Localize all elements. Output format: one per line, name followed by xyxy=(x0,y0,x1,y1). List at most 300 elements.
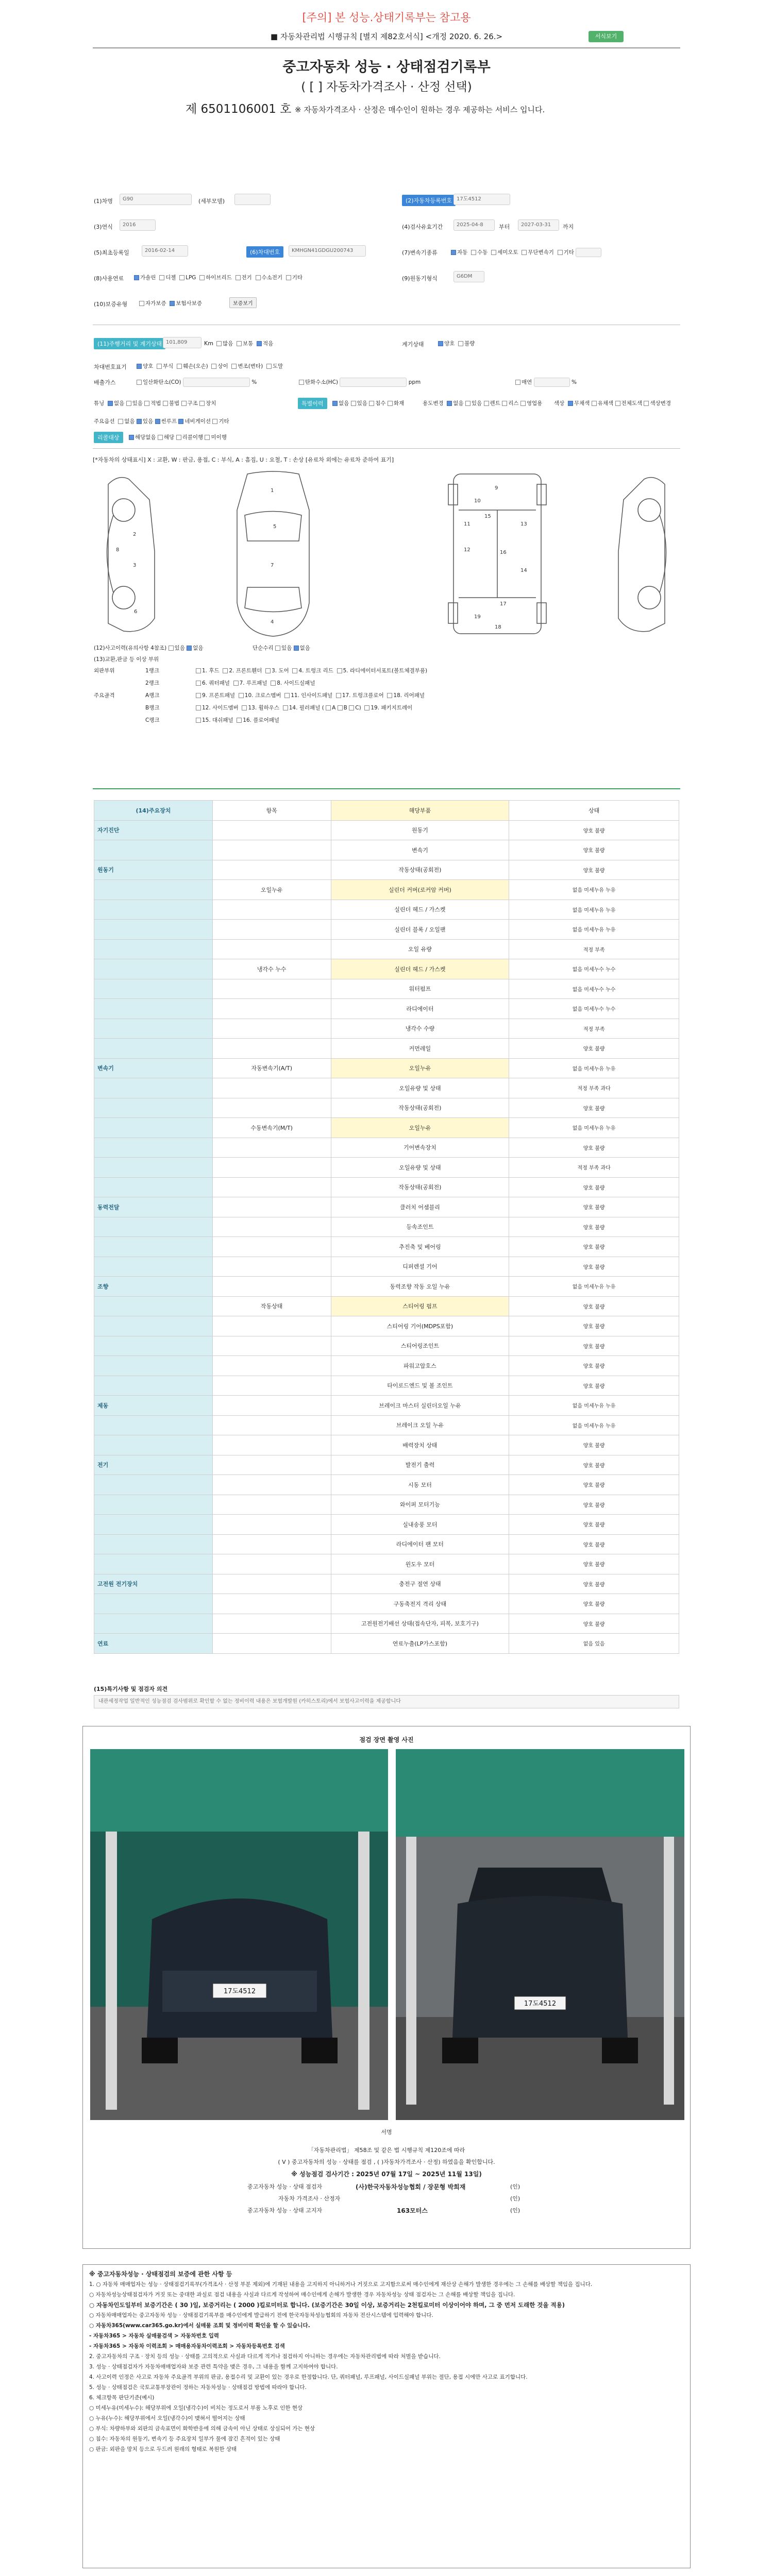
row-group xyxy=(94,959,213,979)
table-row xyxy=(94,1554,679,1574)
row-state[interactable]: 양호 불량 xyxy=(509,1138,679,1158)
row-state[interactable]: 없음 있음 xyxy=(509,1634,679,1654)
sign-appraiser-label: 자동차 가격조사 · 산정자 xyxy=(278,2195,341,2202)
row-item xyxy=(212,1376,331,1396)
part-number-2: 2 xyxy=(133,532,137,537)
row-group xyxy=(94,1177,213,1197)
row-part: 오일유량 및 상태 xyxy=(331,1078,509,1098)
notes-p5: ○ 자동차365(www.car365.go.kr)에서 실매물 조회 및 정비이력 확인을 할 수 있습니다. xyxy=(89,2323,310,2329)
car-name-label: (1)차명 xyxy=(94,198,113,205)
sign-inspector-name: (사)한국자동차성능협회 / 장문형 박희재 xyxy=(356,2183,466,2191)
table-row xyxy=(94,1098,679,1118)
part-number-15: 15 xyxy=(484,514,491,519)
row-group xyxy=(94,1118,213,1138)
view-form-button[interactable]: 서식보기 xyxy=(589,31,624,42)
table-row xyxy=(94,1594,679,1614)
sign-notifier-label: 중고자동차 성능 · 상태 고지자 xyxy=(247,2207,322,2214)
row-part: 작동상태(공회전) xyxy=(331,1177,509,1197)
row-item xyxy=(212,1614,331,1634)
table-row xyxy=(94,1515,679,1535)
row-item xyxy=(212,840,331,860)
table-row xyxy=(94,1495,679,1515)
row-item xyxy=(212,1098,331,1118)
page-subtitle: ( [ ] 자동차가격조사 · 산정 선택) xyxy=(301,80,472,94)
row-group xyxy=(94,1019,213,1039)
row-item xyxy=(212,920,331,940)
sign-line-2: ( V ) 중고자동차의 성능 · 상태를 점검 , ( )자동차가격조사 · 산정) 하였음을 확인합니다. xyxy=(278,2159,495,2165)
notes-p3: ○ 자동차인도일부터 보증기간은 ( 30 )일, 보증거리는 ( 2000 )킬로미터로 합니다. (보증기간은 30일 이상, 보증거리는 2천킬로미터 이상이어야 하며, 그 중 먼저 도래한 것을 적용) xyxy=(89,2301,565,2309)
part-number-14: 14 xyxy=(520,568,527,573)
notes-p16: ○ 침수: 자동차의 원동기, 변속기 등 주요장치 일부가 물에 잠긴 흔적이 있는 상태 xyxy=(89,2436,280,2442)
table-row xyxy=(94,860,679,880)
emission-smoke: 매연 % xyxy=(515,378,577,387)
row-part: 와이퍼 모터기능 xyxy=(331,1495,509,1515)
sign-inspector-seal: (인) xyxy=(510,2183,520,2190)
document-number: 제 6501106001 호 xyxy=(186,103,292,116)
mileage-options[interactable]: 많음 보통 적음 xyxy=(216,340,273,347)
row-part: 스티어링 펌프 xyxy=(331,1296,509,1316)
notes-p14: ○ 누유(누수): 해당부위에서 오일(냉각수)이 맺혀서 떨어지는 상태 xyxy=(89,2415,245,2421)
table-row xyxy=(94,920,679,940)
regulation-line: ■ 자동차관리법 시행규칙 [별지 제82호서식] <개정 2020. 6. 26.> xyxy=(270,32,503,41)
inspection-label: (4)검사유효기간 xyxy=(402,224,443,230)
sign-notifier-name: 163모터스 xyxy=(397,2207,428,2214)
notes-p13: ○ 미세누유(미세누수): 해당부위에 오일(냉각수)이 비치는 정도로서 부품 노후로 인한 현상 xyxy=(89,2405,303,2411)
part-number-9: 9 xyxy=(495,485,498,491)
table-row xyxy=(94,840,679,860)
row-item xyxy=(212,1177,331,1197)
table-row xyxy=(94,1118,679,1138)
row-state[interactable]: 양호 불량 xyxy=(509,820,679,840)
special-history-options[interactable]: 없음 있음 침수 화재 xyxy=(332,399,404,407)
table-row xyxy=(94,1634,679,1654)
row-group: 조향 xyxy=(94,1277,213,1297)
inspection-to-field[interactable]: 2027-03-31 xyxy=(518,219,559,231)
row-state[interactable]: 양호 불량 xyxy=(509,1336,679,1356)
inspection-photo-rear xyxy=(90,1749,388,2120)
row-part: 브레이크 오일 누유 xyxy=(331,1415,509,1435)
notes-p4: ○ 자동차매매업자는 중고자동차 성능 · 상태점검기록부를 매수인에게 발급하기 전에 한국자동차성능협회의 자동차 전산시스템에 입력해야 합니다. xyxy=(89,2312,433,2318)
emission-label: 배출가스 xyxy=(94,379,116,386)
row-state[interactable]: 없음 미세누유 누유 xyxy=(509,880,679,900)
col-part-header: 해당부품 xyxy=(331,801,509,821)
row-group xyxy=(94,1376,213,1396)
row-state[interactable]: 없음 미세누수 누수 xyxy=(509,979,679,999)
row-item xyxy=(212,1495,331,1515)
opinion-text: 내관세정작업 일반적인 성능점검 검사범위로 확인할 수 없는 정비이력 내용은 보험개발원 (카히스토리)에서 보험사고이력을 제공합니다 xyxy=(94,1695,679,1708)
row-part: 작동상태(공회전) xyxy=(331,860,509,880)
notes-p11: 5. 성능 · 상태점검은 국토교통부장관이 정하는 자동차성능 · 상태점검 방법에 따라야 합니다. xyxy=(89,2384,307,2391)
main-rank-b: B랭크 xyxy=(145,705,160,711)
col-state-header: 상태 xyxy=(509,801,679,821)
row-group xyxy=(94,1336,213,1356)
part-number-1: 1 xyxy=(271,488,274,494)
opinion-label: (15)특기사항 및 점검자 의견 xyxy=(94,1686,168,1692)
gauge-label: 계기상태 xyxy=(402,341,424,348)
row-item xyxy=(212,860,331,880)
row-part: 원동기 xyxy=(331,820,509,840)
row-group: 제동 xyxy=(94,1396,213,1416)
row-item xyxy=(212,1316,331,1336)
row-part: 기어변속장치 xyxy=(331,1138,509,1158)
row-item: 작동상태 xyxy=(212,1296,331,1316)
row-group xyxy=(94,840,213,860)
table-row xyxy=(94,1376,679,1396)
col-item-header: 항목 xyxy=(212,801,331,821)
table-row xyxy=(94,1435,679,1455)
table-row xyxy=(94,1475,679,1495)
row-part: 추진축 및 베어링 xyxy=(331,1237,509,1257)
table-row xyxy=(94,1058,679,1078)
row-item xyxy=(212,1158,331,1178)
notes-p12: 6. 체크항목 판단기준(예시) xyxy=(89,2395,155,2401)
divider xyxy=(93,448,680,449)
row-group xyxy=(94,1534,213,1554)
engine-field[interactable]: G6DM xyxy=(453,271,484,282)
inspection-tail: 까지 xyxy=(563,224,574,230)
part-number-12: 12 xyxy=(464,547,470,553)
table-row xyxy=(94,979,679,999)
table-row xyxy=(94,999,679,1019)
row-state[interactable]: 양호 불량 xyxy=(509,1554,679,1574)
row-item xyxy=(212,1197,331,1217)
row-part: 디퍼렌셜 기어 xyxy=(331,1257,509,1277)
row-group: 변속기 xyxy=(94,1058,213,1078)
row-group xyxy=(94,1257,213,1277)
notes-p17: ○ 판금: 외판을 망치 등으로 두드려 원래의 형태로 복원한 상태 xyxy=(89,2446,237,2452)
divider xyxy=(93,788,680,789)
vin-field[interactable]: KMHGN41GDGU200743 xyxy=(289,245,366,257)
table-row xyxy=(94,1296,679,1316)
outer-rank-1-items[interactable]: 1. 후드 2. 프론트휀더 3. 도어 4. 트렁크 리드 5. 라디에이터서포트(볼트체결부품) xyxy=(196,667,427,674)
row-item xyxy=(212,900,331,920)
row-part: 오일유량 및 상태 xyxy=(331,1158,509,1178)
row-state[interactable]: 양호 불량 xyxy=(509,1039,679,1059)
row-item: 수동변속기(M/T) xyxy=(212,1118,331,1138)
row-group xyxy=(94,1296,213,1316)
part-number-4: 4 xyxy=(271,619,274,625)
part-number-19: 19 xyxy=(474,614,481,620)
accident-history[interactable]: (12)사고이력(유의사항 4참조) 있음 없음 xyxy=(94,645,204,651)
document-note: ※ 자동차가격조사 · 산정은 매수인이 원하는 경우 제공하는 서비스 입니다. xyxy=(295,105,545,114)
row-item xyxy=(212,1336,331,1356)
photo-caption: 서명 xyxy=(381,2129,392,2136)
row-group xyxy=(94,939,213,959)
row-state[interactable]: 양호 불량 xyxy=(509,1594,679,1614)
table-row xyxy=(94,1396,679,1416)
part-number-11: 11 xyxy=(464,521,470,527)
row-state[interactable]: 적정 부족 과다 xyxy=(509,1078,679,1098)
row-item: 오일누유 xyxy=(212,880,331,900)
table-row xyxy=(94,1336,679,1356)
row-item xyxy=(212,1277,331,1297)
main-rank-c-items[interactable]: 15. 대쉬패널 16. 플로어패널 xyxy=(196,716,279,724)
row-state[interactable]: 없음 미세누유 누유 xyxy=(509,900,679,920)
notes-p10: 4. 사고이력 인정은 사고로 자동차 주요골격 부위의 판금, 용접수리 및 교환이 있는 경우로 한정합니다. 단, 쿼터패널, 루프패널, 사이드실패널 부위는 절단, 용접 시에만 사고로 표기합니다. xyxy=(89,2374,528,2380)
row-state[interactable]: 양호 불량 xyxy=(509,1177,679,1197)
inspection-to-label: 부터 xyxy=(499,224,510,230)
row-part: 라디에이터 xyxy=(331,999,509,1019)
recall-options[interactable]: 해당없음 해당 리콜이행 미이행 xyxy=(129,433,227,441)
outer-rank-2-items[interactable]: 6. 쿼터패널 7. 루프패널 8. 사이드실패널 xyxy=(196,679,315,687)
table-row xyxy=(94,959,679,979)
part-number-18: 18 xyxy=(495,624,501,630)
row-group xyxy=(94,920,213,940)
page-title: 중고자동차 성능 · 상태점검기록부 xyxy=(282,59,491,75)
table-row xyxy=(94,1019,679,1039)
row-item xyxy=(212,1257,331,1277)
row-item xyxy=(212,939,331,959)
row-item xyxy=(212,1396,331,1416)
reg-no-label: (2)자동차등록번호 xyxy=(402,195,456,206)
row-part: 구동축전지 격리 상태 xyxy=(331,1594,509,1614)
main-rank-a: A랭크 xyxy=(145,692,160,699)
notes-p9: 3. 성능 · 상태점검자가 자동차매매업자와 보증 관련 특약을 맺은 경우, 그 내용을 함께 고지하여야 합니다. xyxy=(89,2364,338,2370)
table-row xyxy=(94,1158,679,1178)
row-group xyxy=(94,1078,213,1098)
row-group: 고전원 전기장치 xyxy=(94,1574,213,1594)
row-state[interactable]: 없음 미세누유 누유 xyxy=(509,1118,679,1138)
row-part: 실내송풍 모터 xyxy=(331,1515,509,1535)
row-item xyxy=(212,1039,331,1059)
row-item xyxy=(212,1634,331,1654)
sign-inspector-label: 중고자동차 성능 · 상태 점검자 xyxy=(247,2183,322,2190)
row-group xyxy=(94,1237,213,1257)
table-row xyxy=(94,1534,679,1554)
row-state[interactable]: 양호 불량 xyxy=(509,1495,679,1515)
outer-rank-2: 2랭크 xyxy=(145,680,159,686)
row-state[interactable]: 양호 불량 xyxy=(509,1435,679,1455)
row-state[interactable]: 없음 미세누유 누유 xyxy=(509,1396,679,1416)
row-group xyxy=(94,1138,213,1158)
row-state[interactable]: 양호 불량 xyxy=(509,1316,679,1336)
notes-head: ※ 중고자동차성능 · 상태점검의 보증에 관한 사항 등 xyxy=(89,2270,232,2278)
row-part: 오일누유 xyxy=(331,1058,509,1078)
table-row xyxy=(94,1237,679,1257)
outer-rank-1: 1랭크 xyxy=(145,668,159,674)
row-part: 브레이크 마스터 실린더오일 누유 xyxy=(331,1396,509,1416)
transmission-label: (7)변속기종류 xyxy=(402,249,438,256)
table-row xyxy=(94,820,679,840)
row-part: 워터펌프 xyxy=(331,979,509,999)
warranty-label: (10)보증유형 xyxy=(94,301,128,308)
row-group xyxy=(94,1039,213,1059)
year-field[interactable]: 2016 xyxy=(120,219,156,231)
row-item xyxy=(212,1455,331,1475)
table-row xyxy=(94,880,679,900)
row-part: 연료누출(LP가스포함) xyxy=(331,1634,509,1654)
inspection-from-field[interactable]: 2025-04-8 xyxy=(453,219,495,231)
row-item xyxy=(212,1574,331,1594)
fuel-options[interactable]: 가솔린 디젤 LPG 하이브리드 전기 수소전기 기타 xyxy=(134,274,303,281)
diagram-legend: [*자동차의 상태표시] X : 교환, W : 판금, 용접, C : 부식, A : 흠집, U : 요철, T : 손상 [유료차 외에는 유료차 준하여 표기] xyxy=(93,456,394,463)
row-state[interactable]: 양호 불량 xyxy=(509,1376,679,1396)
notes-p7: - 자동차365 > 자동차 이력조회 > 매매용자동차이력조회 > 자동차등록번호 검색 xyxy=(89,2343,285,2349)
row-item xyxy=(212,1435,331,1455)
car-name-field[interactable]: G90 xyxy=(120,194,192,205)
section-label: (14)주요장치 xyxy=(94,801,213,821)
plate-front: 17도4512 xyxy=(524,2000,557,2008)
row-part: 고전원전기배선 상태(접속단자, 피복, 보호기구) xyxy=(331,1614,509,1634)
transmission-options[interactable]: 자동 수동 세미오토 무단변속기 기타 xyxy=(451,248,601,257)
frame-label: (13)교환,판금 등 이상 부위 xyxy=(94,656,159,663)
mileage-field[interactable]: 101,809 xyxy=(163,337,201,348)
sign-line-1: 「자동차관리법」 제58조 및 같은 법 시행규칙 제120조에 따라 xyxy=(308,2147,465,2154)
row-state[interactable]: 양호 불량 xyxy=(509,1098,679,1118)
row-group xyxy=(94,1594,213,1614)
tuning-options[interactable]: 튜닝 없음 있음 적법 불법 구조 장치 xyxy=(94,400,216,406)
first-reg-field[interactable]: 2016-02-14 xyxy=(142,245,188,257)
reg-no-field[interactable]: 17도4512 xyxy=(453,194,510,205)
row-item xyxy=(212,1515,331,1535)
row-part: 클러치 어셈블리 xyxy=(331,1197,509,1217)
table-row xyxy=(94,1574,679,1594)
row-state[interactable]: 양호 불량 xyxy=(509,1455,679,1475)
detail-model-field[interactable] xyxy=(234,194,271,205)
first-reg-label: (5)최초등록일 xyxy=(94,249,129,256)
row-item xyxy=(212,1237,331,1257)
use-change-options[interactable]: 용도변경 없음 있음 렌트 리스 영업용 xyxy=(423,400,543,406)
row-item xyxy=(212,1217,331,1237)
row-item xyxy=(212,1594,331,1614)
table-row xyxy=(94,1316,679,1336)
row-state[interactable]: 양호 불량 xyxy=(509,1534,679,1554)
part-number-7: 7 xyxy=(271,563,274,568)
warranty-view-button[interactable]: 보증보기 xyxy=(229,297,257,308)
warranty-options[interactable]: 자가보증 보험사보증 xyxy=(139,299,202,307)
row-state[interactable]: 양호 불량 xyxy=(509,840,679,860)
detail-model-label: (세부모델) xyxy=(198,198,225,205)
sign-line-3: ※ 성능점검 검사기간 : 2025년 07월 17일 ~ 2025년 11월 13일) xyxy=(291,2171,482,2178)
special-history-label: 특별이력 xyxy=(298,398,327,409)
row-state[interactable]: 없음 미세누유 누유 xyxy=(509,1277,679,1297)
row-part: 동력조향 작동 오일 누유 xyxy=(331,1277,509,1297)
row-state[interactable]: 양호 불량 xyxy=(509,1515,679,1535)
row-part: 발전기 출력 xyxy=(331,1455,509,1475)
row-part: 등속조인트 xyxy=(331,1217,509,1237)
row-part: 스티어링조인트 xyxy=(331,1336,509,1356)
row-item xyxy=(212,1415,331,1435)
table-row xyxy=(94,1197,679,1217)
part-number-3: 3 xyxy=(133,563,137,568)
row-part: 실린더 커버(로커암 커버) xyxy=(331,880,509,900)
divider xyxy=(93,47,680,48)
row-state[interactable]: 양호 불량 xyxy=(509,860,679,880)
simple-repair[interactable]: 단순수리 있음 없음 xyxy=(253,645,310,651)
gauge-options[interactable]: 양호 불량 xyxy=(438,340,475,347)
table-row xyxy=(94,1614,679,1634)
table-row xyxy=(94,1217,679,1237)
notes-p1: 1. ○ 자동차 매매업자는 성능 · 상태점검기록부(가격조사 · 산정 부분 제외)에 기재된 내용을 고지하지 아니하거나 거짓으로 고지함으로써 매수인에게 재산상 손해가 발생한 경우에는 그 손해를 배상할 책임을 집니다. xyxy=(89,2281,593,2287)
engine-label: (9)원동기형식 xyxy=(402,275,438,282)
row-state[interactable]: 양호 불량 xyxy=(509,1197,679,1217)
row-group xyxy=(94,1614,213,1634)
part-number-10: 10 xyxy=(474,498,481,504)
row-group xyxy=(94,900,213,920)
year-label: (3)연식 xyxy=(94,224,113,230)
row-group xyxy=(94,1435,213,1455)
table-row xyxy=(94,1455,679,1475)
row-part: 오일누유 xyxy=(331,1118,509,1138)
row-state[interactable]: 없음 미세누유 누유 xyxy=(509,1058,679,1078)
row-group xyxy=(94,999,213,1019)
row-group: 동력전달 xyxy=(94,1197,213,1217)
table-row xyxy=(94,1138,679,1158)
sign-notifier-seal: (인) xyxy=(510,2207,520,2214)
notice-text: [주의] 본 성능.상태기록부는 참고용 xyxy=(302,11,471,24)
row-group xyxy=(94,1316,213,1336)
row-state[interactable]: 양호 불량 xyxy=(509,1237,679,1257)
row-item xyxy=(212,1534,331,1554)
vin-mark-label: 차대번호표기 xyxy=(94,364,127,370)
table-row xyxy=(94,1177,679,1197)
row-state[interactable]: 적정 부족 xyxy=(509,1019,679,1039)
row-state[interactable]: 양호 불량 xyxy=(509,1296,679,1316)
row-state[interactable]: 없음 미세누수 누수 xyxy=(509,999,679,1019)
sign-appraiser-seal: (인) xyxy=(510,2195,520,2202)
row-state[interactable]: 없음 미세누유 누유 xyxy=(509,920,679,940)
part-number-5: 5 xyxy=(273,524,277,530)
part-number-6: 6 xyxy=(134,609,138,615)
outer-label: 외판부위 xyxy=(94,668,115,674)
main-frame-label: 주요골격 xyxy=(94,692,115,699)
row-state[interactable]: 적정 부족 xyxy=(509,939,679,959)
main-rank-b-items[interactable]: 12. 사이드멤버 13. 휠하우스 14. 필러패널 ( A B C) 19. 패키지트레이 xyxy=(196,704,412,711)
row-part: 실린더 블록 / 오일팬 xyxy=(331,920,509,940)
row-state[interactable]: 양호 불량 xyxy=(509,1217,679,1237)
photo-label: 점검 장면 촬영 사진 xyxy=(359,1736,414,1743)
main-rank-a-items[interactable]: 9. 프론트패널 10. 크로스멤버 11. 인사이드패널 17. 트렁크플로어 18. 리어패널 xyxy=(196,691,425,699)
main-devices-table xyxy=(94,800,679,1654)
row-group xyxy=(94,979,213,999)
row-item xyxy=(212,820,331,840)
main-options[interactable]: 주요옵션 없음 있음 썬루프 네비게이션 기타 xyxy=(94,418,229,425)
row-item xyxy=(212,1356,331,1376)
fuel-label: (8)사용연료 xyxy=(94,275,124,282)
row-item xyxy=(212,1078,331,1098)
mileage-label: (11)주행거리 및 계기상태 xyxy=(94,338,165,349)
row-group xyxy=(94,1515,213,1535)
row-state[interactable]: 없음 미세누수 누수 xyxy=(509,959,679,979)
recall-label: 리콜대상 xyxy=(94,432,123,443)
main-rank-c: C랭크 xyxy=(145,717,160,723)
row-state[interactable]: 양호 불량 xyxy=(509,1574,679,1594)
row-part: 오일 유량 xyxy=(331,939,509,959)
vin-label: (6)차대번호 xyxy=(246,246,283,258)
row-state[interactable]: 없음 미세누유 누유 xyxy=(509,1415,679,1435)
row-state[interactable]: 적정 부족 과다 xyxy=(509,1158,679,1178)
row-part: 라디에이터 팬 모터 xyxy=(331,1534,509,1554)
table-row xyxy=(94,1257,679,1277)
row-state[interactable]: 양호 불량 xyxy=(509,1257,679,1277)
row-part: 타이로드엔드 및 볼 조인트 xyxy=(331,1376,509,1396)
table-row xyxy=(94,1277,679,1297)
row-group xyxy=(94,1475,213,1495)
row-state[interactable]: 양호 불량 xyxy=(509,1614,679,1634)
table-row xyxy=(94,1415,679,1435)
row-part: 커먼레일 xyxy=(331,1039,509,1059)
row-group: 자기진단 xyxy=(94,820,213,840)
row-state[interactable]: 양호 불량 xyxy=(509,1356,679,1376)
row-part: 윈도우 모터 xyxy=(331,1554,509,1574)
part-number-16: 16 xyxy=(500,550,507,555)
color-options[interactable]: 색상 무채색 유채색 전체도색 색상변경 xyxy=(554,400,671,406)
vin-mark-options[interactable]: 양호 부식 훼손(오손) 상이 변조(변타) 도말 xyxy=(137,362,283,370)
row-item xyxy=(212,979,331,999)
row-state[interactable]: 양호 불량 xyxy=(509,1475,679,1495)
car-diagram xyxy=(93,469,680,639)
row-group xyxy=(94,1495,213,1515)
